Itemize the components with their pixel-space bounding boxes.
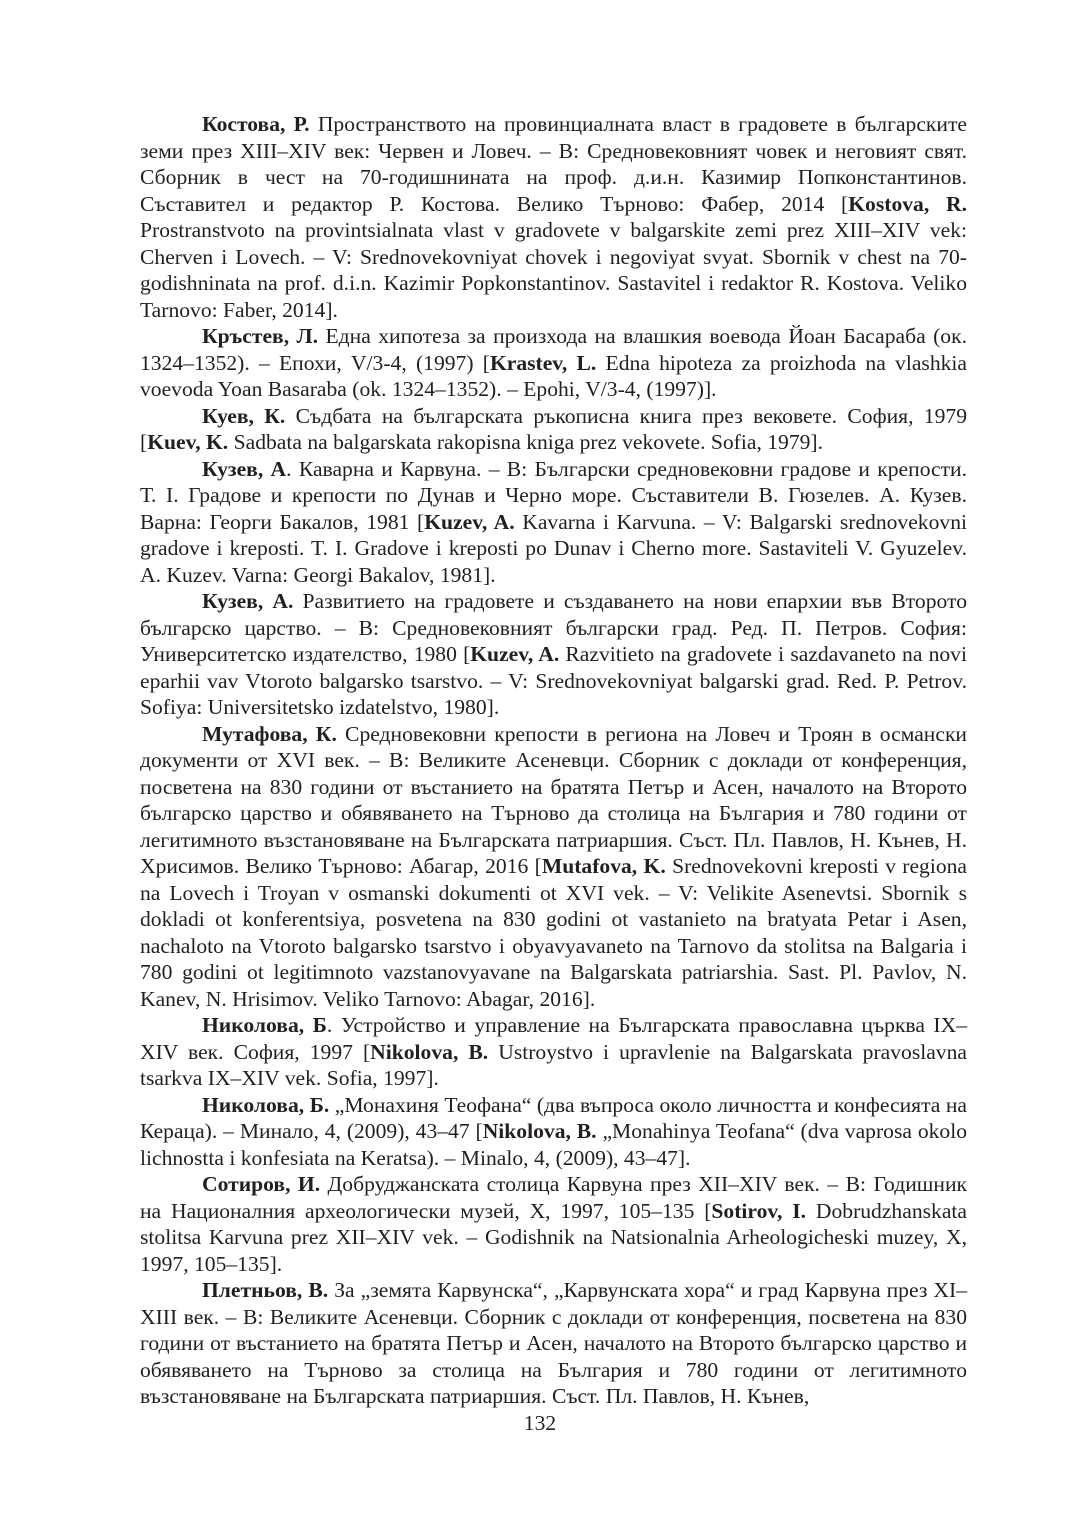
reference-entry xyxy=(140,1012,967,1092)
reference-text-transliterated: Srednovekovni kreposti v regiona na Lovech i Troyan v osmanski dokumenti ot XVI vek. – V: Velikite Asenevtsi. Sbornik s dokladi ot konferentsiya, posvetena na 830 godini ot vastanieto na bratyata Petar i Asen, nachaloto na Vtoroto balgarsko tsarstvo i obyavyavaneto na Tarnovo da stolitsa na Balgaria i 780 godini ot legitimnoto vazstanovyavane na Balgarskata patriarshia. Sast. Pl. Pavlov, N. Kanev, N. Hrisimov. Veliko Tarnovo: Abagar, 2016]. xyxy=(140,854,968,1011)
reference-text-cyrillic: . Устройство и управление на Българската православна църква IX–XIV век. София, 1997 [ xyxy=(140,1013,968,1064)
reference-author: Плетньов, В. xyxy=(202,1278,329,1302)
reference-author: Костова, Р. xyxy=(202,112,310,136)
reference-entry xyxy=(140,456,967,589)
reference-author: Кузев, А. xyxy=(202,589,294,613)
reference-author: Николова, Б xyxy=(202,1013,327,1037)
reference-entry xyxy=(140,111,967,323)
reference-author-transliterated: Kuzev, A. xyxy=(424,509,515,534)
reference-author: Куев, К. xyxy=(202,403,286,428)
reference-text-cyrillic: Пространството на провинциалната власт в градовете в българските земи през XIII–XIV век: Червен и Ловеч. – В: Средновековният човек и неговият свят. Сборник в чест на 70-годишнината на проф. д.и.н. Казимир Попконстантинов. Съставител и редактор Р. Костова. Велико Търново: Фабер, 2014 [ xyxy=(140,112,967,216)
reference-author: Кръстев, Л. xyxy=(202,324,319,348)
reference-author-transliterated: Kuev, K. xyxy=(147,430,229,454)
reference-author: Мутафова, К. xyxy=(202,721,337,746)
reference-text-transliterated: Kavarna i Karvuna. – V: Balgarski srednovekovni gradove i kreposti. T. I. Gradove i kreposti po Dunav i Cherno more. Sastaviteli V. Gyuzelev. A. Kuzev. Varna: Georgi Bakalov, 1981]. xyxy=(140,509,967,587)
reference-text-cyrillic: Средновековни крепости в региона на Ловеч и Троян в османски документи от XVI век. – В: Великите Асеневци. Сборник с доклади от конференция, посветена на 830 години от въстанието на братята Петър и Асен, началото на Второто българско царство и обявяването на Търново да столица на България и 780 години от легитимното възстановяване на Българската патриаршия. Съст. Пл. Павлов, Н. Кънев, Н. Хрисимов. Велико Търново: Абагар, 2016 [ xyxy=(140,721,967,878)
reference-text-transliterated: Dobrudzhanskata stolitsa Karvuna prez XII–XIV vek. – Godishnik na Natsionalnia Arheologicheski muzey, X, 1997, 105–135]. xyxy=(140,1198,967,1276)
reference-entry xyxy=(140,1171,967,1277)
reference-text-cyrillic: Съдбата на българската ръкописна книга през вековете. София, 1979 [ xyxy=(140,403,967,454)
reference-author-transliterated: Sotirov, I. xyxy=(711,1198,807,1223)
reference-author: Николова, Б. xyxy=(202,1092,330,1117)
reference-author: Кузев, А xyxy=(202,456,287,481)
reference-entry xyxy=(140,721,967,1013)
reference-author: Сотиров, И. xyxy=(202,1172,321,1196)
reference-author-transliterated: Nikolova, B. xyxy=(370,1039,489,1064)
reference-text-transliterated: Edna hipoteza za proizhoda na vlashkia voevoda Yoan Basaraba (ok. 1324–1352). – Epohi, V/3-4, (1997)]. xyxy=(140,350,967,401)
reference-author-transliterated: Nikolova, B. xyxy=(482,1119,597,1143)
reference-entry xyxy=(140,588,967,721)
reference-entry xyxy=(140,1092,967,1172)
reference-author-transliterated: Krastev, L. xyxy=(489,350,597,375)
reference-text-cyrillic: Една хипотеза за произхода на влашкия воевода Йоан Басараба (ок. 1324–1352). – Епохи, V/3-4, (1997) [ xyxy=(140,324,967,375)
bibliography-list xyxy=(140,111,967,1410)
reference-text-transliterated: „Monahinya Teofana“ (dva vaprosa okolo lichnostta i konfesiata na Keratsa). – Minalo, 4, (2009), 43–47]. xyxy=(140,1119,968,1170)
reference-text-cyrillic: „Монахиня Теофана“ (два въпроса около личността и конфесията на Кераца). – Минало, 4, (2009), 43–47 [ xyxy=(140,1092,967,1143)
reference-entry xyxy=(140,323,967,403)
reference-text-cyrillic: Развитието на градовете и създаването на нови епархии във Второто българско царство. – В: Средновековният български град. Ред. П. Петров. София: Университетско издателство, 1980 [ xyxy=(140,589,967,666)
reference-text-cyrillic: . Каварна и Карвуна. – В: Български средновековни градове и крепости. Т. I. Градове и крепости по Дунав и Черно море. Съставители В. Гюзелев. А. Кузев. Варна: Георги Бакалов, 1981 [ xyxy=(140,456,968,534)
reference-author-transliterated: Kostova, R. xyxy=(848,191,967,216)
reference-author-transliterated: Mutafova, K. xyxy=(541,854,666,878)
reference-text-cyrillic: За „земята Карвунска“, „Карвунската хора“ и град Карвуна през XI–XIII век. – В: Великите Асеневци. Сборник с доклади от конференция, посветена на 830 години от въстанието на братята Петър и Асен, началото на Второто българско царство и обявяването на Търново за столица на България и 780 години от легитимното възстановяване на Българската патриаршия. Съст. Пл. Павлов, Н. Кънев, xyxy=(140,1278,967,1408)
reference-text-transliterated: Prostranstvoto na provintsialnata vlast v gradovete v balgarskite zemi prez XIII–XIV vek: Cherven i Lovech. – V: Srednovekovniyat chovek i negoviyat svyat. Sbornik v chest na 70-godishninata na prof. d.i.n. Kazimir Popkonstantinov. Sastavitel i redaktor R. Kostova. Veliko Tarnovo: Faber, 2014]. xyxy=(140,218,967,322)
reference-author-transliterated: Kuzev, A. xyxy=(470,642,560,666)
reference-entry xyxy=(140,1277,967,1410)
reference-text-transliterated: Ustroystvo i upravlenie na Balgarskata pravoslavna tsarkva IX–XIV vek. Sofia, 1997]. xyxy=(140,1039,967,1090)
page-number: 132 xyxy=(523,1411,557,1435)
reference-entry xyxy=(140,403,967,456)
reference-text-transliterated: Sadbata na balgarskata rakopisna kniga prez vekovete. Sofia, 1979]. xyxy=(228,430,824,454)
reference-text-cyrillic: Добруджанската столица Карвуна през XII–XIV век. – В: Годишник на Националния археологически музей, X, 1997, 105–135 [ xyxy=(140,1172,967,1223)
reference-text-transliterated: Razvitieto na gradovete i sazdavaneto na novi eparhii vav Vtoroto balgarsko tsarstvo. – V: Srednovekovniyat balgarski grad. Red. P. Petrov. Sofiya: Universitetsko izdatelstvo, 1980]. xyxy=(140,642,967,719)
